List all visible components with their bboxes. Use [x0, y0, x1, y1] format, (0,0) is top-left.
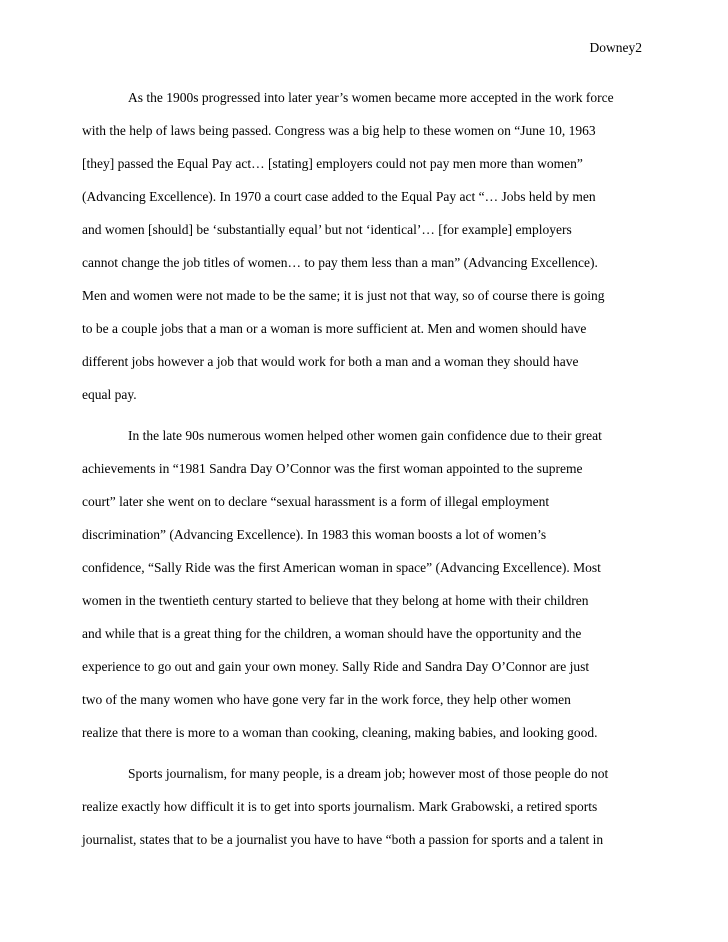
paragraph-3-line-2: realize exactly how difficult it is to get into sports journalism. Mark Grabowski, a retired sports [82, 799, 598, 814]
running-head: Downey2 [589, 40, 642, 55]
paragraph-2-line-2: achievements in “1981 Sandra Day O’Connor was the first woman appointed to the supreme [82, 461, 583, 476]
paragraph-3-line-1: Sports journalism, for many people, is a dream job; however most of those people do not [128, 766, 609, 781]
paragraph-2-line-7: and while that is a great thing for the children, a woman should have the opportunity and the [82, 626, 582, 641]
paragraph-2-line-9: two of the many women who have gone very far in the work force, they help other women [82, 692, 571, 707]
paragraph-1-line-1: As the 1900s progressed into later year’s women became more accepted in the work force [128, 90, 614, 105]
paragraph-2-line-1: In the late 90s numerous women helped other women gain confidence due to their great [128, 428, 602, 443]
paragraph-2-line-8: experience to go out and gain your own money. Sally Ride and Sandra Day O’Connor are just [82, 659, 590, 674]
paragraph-1-line-5: and women [should] be ‘substantially equal’ but not ‘identical’… [for example] employers [82, 222, 572, 237]
paragraph-1-line-10: equal pay. [82, 387, 137, 402]
paragraph-2-line-4: discrimination” (Advancing Excellence). In 1983 this woman boosts a lot of women’s [82, 527, 547, 542]
paragraph-2-line-6: women in the twentieth century started to believe that they belong at home with their children [82, 593, 589, 608]
paragraph-2-line-10: realize that there is more to a woman than cooking, cleaning, making babies, and looking good. [82, 725, 598, 740]
paragraph-1-line-2: with the help of laws being passed. Congress was a big help to these women on “June 10, 1963 [82, 123, 596, 138]
paragraph-3-line-3: journalist, states that to be a journalist you have to have “both a passion for sports and a talent in [82, 832, 604, 847]
paragraph-2-line-3: court” later she went on to declare “sexual harassment is a form of illegal employment [82, 494, 550, 509]
paragraph-1-line-9: different jobs however a job that would work for both a man and a woman they should have [82, 354, 579, 369]
paragraph-2-line-5: confidence, “Sally Ride was the first American woman in space” (Advancing Excellence). Most [82, 560, 601, 575]
paragraph-1-line-8: to be a couple jobs that a man or a woman is more sufficient at. Men and women should have [82, 321, 587, 336]
paragraph-1-line-4: (Advancing Excellence). In 1970 a court case added to the Equal Pay act “… Jobs held by men [82, 189, 596, 204]
paragraph-1-line-7: Men and women were not made to be the same; it is just not that way, so of course there is going [82, 288, 605, 303]
paragraph-1-line-3: [they] passed the Equal Pay act… [stating] employers could not pay men more than women” [82, 156, 583, 171]
paragraph-1-line-6: cannot change the job titles of women… to pay them less than a man” (Advancing Excellence). [82, 255, 598, 270]
